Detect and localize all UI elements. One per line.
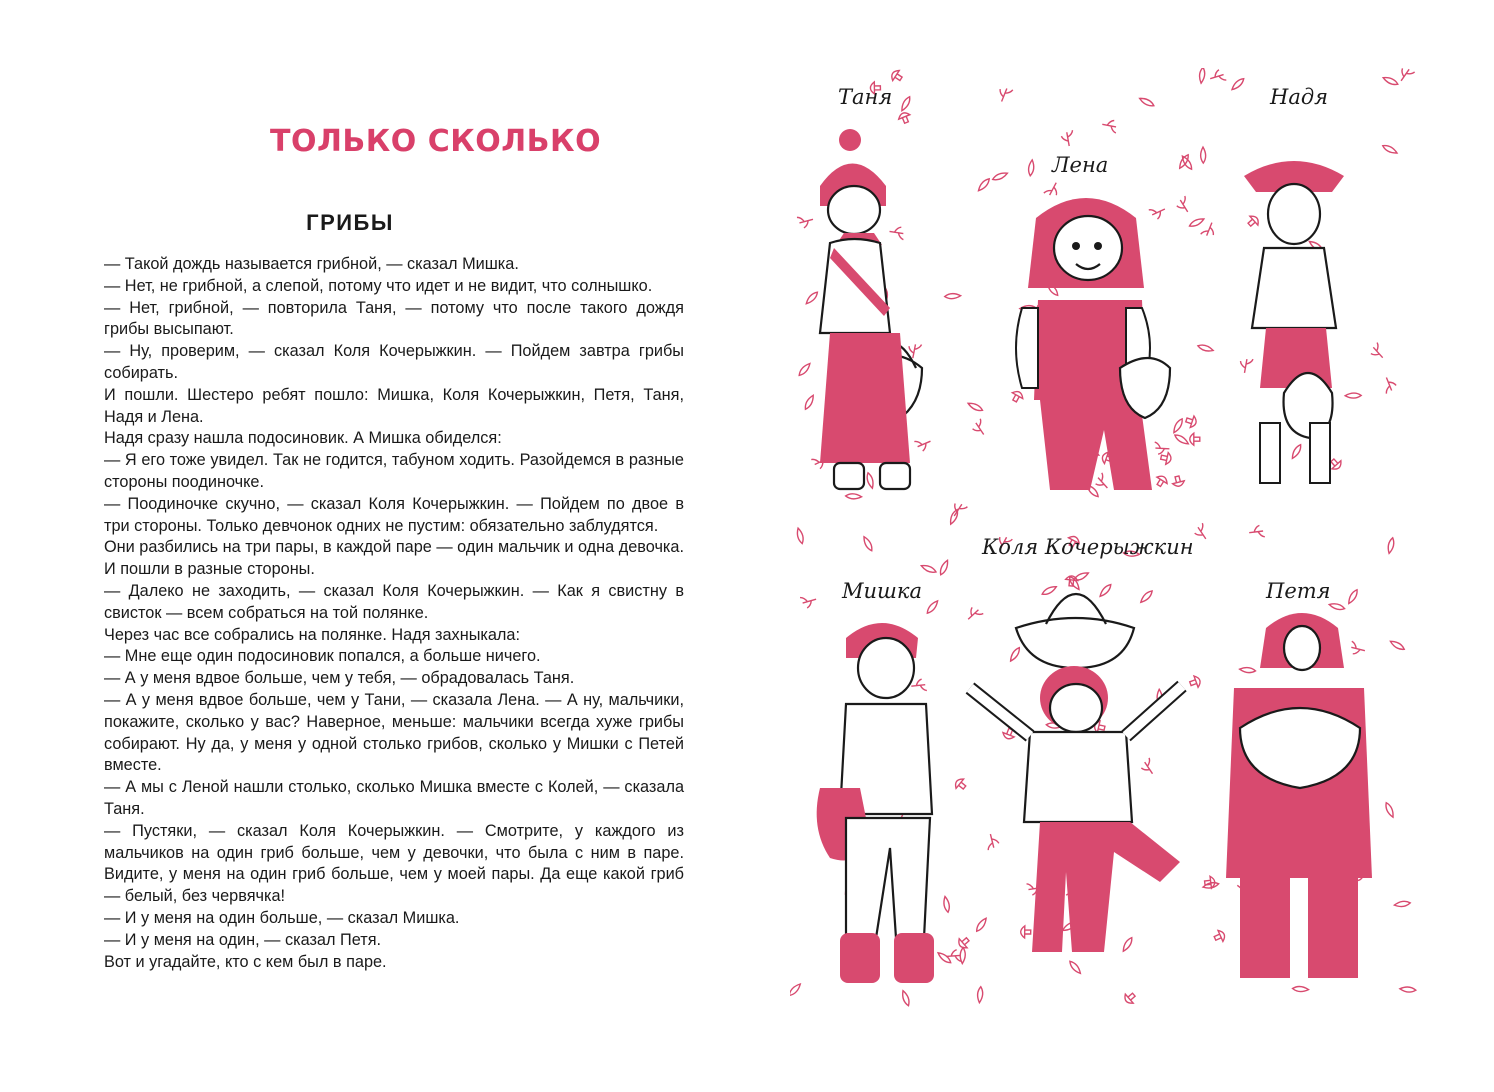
leaf-decoration	[1389, 639, 1405, 651]
paragraph: — И у меня на один больше, — сказал Мишка.	[104, 908, 460, 927]
mushroom-icon	[1171, 475, 1185, 488]
character-nadya	[1244, 161, 1344, 483]
leaf-decoration	[943, 896, 951, 913]
sprig-decoration	[996, 85, 1013, 103]
label-petya: Петя	[1266, 579, 1331, 603]
sprig-decoration	[911, 679, 927, 693]
leaf-decoration	[937, 951, 953, 965]
section-title: ТОЛЬКО СКОЛЬКО	[270, 124, 602, 159]
right-page-illustration	[790, 68, 1422, 1012]
label-kolya: Коля Кочерыжкин	[982, 535, 1194, 559]
sprig-decoration	[1154, 442, 1170, 455]
leaf-decoration	[803, 394, 815, 410]
leaf-decoration	[1009, 646, 1022, 662]
paragraph: — Нет, не грибной, а слепой, потому что идет и не видит, что солнышко.	[104, 276, 653, 295]
sprig-decoration	[1093, 473, 1112, 492]
sprig-decoration	[1061, 130, 1075, 147]
leaf-decoration	[1138, 96, 1155, 108]
sprig-decoration	[946, 949, 962, 962]
leaf-decoration	[1382, 144, 1399, 156]
leaf-decoration	[805, 290, 820, 305]
mushroom-icon	[1188, 675, 1202, 690]
mushroom-icon	[1160, 451, 1172, 465]
mushroom-icon	[953, 777, 968, 793]
sprig-decoration	[800, 593, 818, 609]
leaf-decoration	[1201, 147, 1206, 163]
label-nadya: Надя	[1270, 85, 1329, 109]
leaf-decoration	[797, 362, 811, 377]
sprig-decoration	[1201, 220, 1218, 238]
leaf-decoration	[790, 982, 802, 997]
paragraph: — Пустяки, — сказал Коля Кочерыжкин. — Смотрите, у каждого из мальчиков на один гриб больше, чем у девочки, что была с ним в паре. Видите, у меня на один гриб больше, чем у моей пары. Да еще какой гриб — белый, без червячка!	[104, 821, 684, 906]
mushroom-icon	[897, 111, 912, 125]
sprig-decoration	[1349, 641, 1366, 656]
leaf-decoration	[1292, 986, 1308, 992]
sprig-decoration	[1175, 196, 1193, 215]
sprig-decoration	[797, 214, 815, 229]
paragraph: — Мне еще один подосиновик попался, а больше ничего.	[104, 647, 541, 666]
sprig-decoration	[970, 419, 988, 438]
paragraph: Надя сразу нашла подосиновик. А Мишка обиделся:	[104, 429, 502, 448]
mushroom-icon	[889, 68, 904, 84]
sprig-decoration	[1101, 118, 1118, 133]
mushroom-icon	[956, 935, 971, 951]
leaf-decoration	[967, 401, 984, 413]
leaf-decoration	[948, 509, 959, 526]
paragraph: — А у меня вдвое больше, чем у тебя, — обрадовалась Таня.	[104, 669, 575, 688]
leaf-decoration	[1028, 160, 1035, 176]
paragraph: — Далеко не заходить, — сказал Коля Кочерыжкин. — Как я свистну в свисток — всем собраться на той полянке.	[104, 581, 684, 622]
leaf-decoration	[1121, 936, 1134, 952]
paragraph: Они разбились на три пары, в каждой паре — один мальчик и одна девочка. И пошли в разные стороны.	[104, 538, 684, 579]
leaf-decoration	[920, 563, 937, 574]
paragraph: — И у меня на один, — сказал Петя.	[104, 930, 382, 949]
paragraph: И пошли. Шестеро ребят пошло: Мишка, Коля Кочерыжкин, Петя, Таня, Надя и Лена.	[104, 385, 684, 426]
mushroom-icon	[1190, 433, 1200, 445]
leaf-decoration	[1400, 986, 1416, 992]
leaf-decoration	[1345, 393, 1361, 398]
leaf-decoration	[1347, 588, 1360, 604]
leaf-decoration	[1188, 217, 1205, 229]
sprig-decoration	[1192, 523, 1210, 542]
leaf-decoration	[1199, 68, 1206, 84]
sprig-decoration	[1248, 525, 1264, 539]
leaf-decoration	[845, 493, 861, 499]
paragraph: — Я его тоже увидел. Так не годится, табуном ходить. Разойдемся в разные стороны поодиночке.	[104, 451, 684, 491]
story-title: ГРИБЫ	[306, 210, 394, 235]
paragraph: — А мы с Леной нашли столько, сколько Мишка вместе с Колей, — сказала Таня.	[104, 778, 684, 818]
sprig-decoration	[964, 605, 983, 624]
leaf-decoration	[796, 527, 805, 544]
mushroom-icon	[1213, 929, 1227, 944]
leaf-decoration	[1384, 802, 1395, 819]
leaf-decoration	[1394, 900, 1411, 907]
sprig-decoration	[914, 436, 932, 453]
character-mishka	[817, 623, 934, 983]
leaf-decoration	[1230, 77, 1245, 92]
leaf-decoration	[1073, 571, 1090, 583]
sprig-decoration	[1208, 69, 1226, 85]
paragraph: — Ну, проверим, — сказал Коля Кочерыжкин. — Пойдем завтра грибы собирать.	[104, 342, 684, 382]
leaf-decoration	[1098, 583, 1112, 598]
leaf-decoration	[1172, 418, 1185, 434]
paragraph: — А у меня вдвое больше, чем у Тани, — сказала Лена. — А ну, мальчики, покажите, сколько у вас? Наверное, меньше: мальчики всегда хуже грибы собирают. Ну да, у меня у одной столько грибов, сколько у Мишки с Петей вместе.	[104, 690, 684, 775]
label-lena: Лена	[1052, 153, 1109, 177]
leaf-decoration	[900, 95, 912, 111]
sprig-decoration	[889, 225, 906, 239]
story-text	[104, 254, 684, 973]
characters-illustration	[790, 68, 1422, 1012]
leaf-decoration	[938, 559, 949, 576]
character-kolya	[970, 594, 1182, 952]
leaf-decoration	[866, 472, 875, 489]
mushroom-icon	[1009, 389, 1024, 404]
paragraph: Через час все собрались на полянке. Надя захныкала:	[104, 625, 521, 644]
paragraph: — Нет, грибной, — повторила Таня, — потому что после такого дождя грибы высыпают.	[104, 298, 684, 339]
leaf-decoration	[1290, 443, 1303, 459]
mushroom-icon	[1185, 414, 1198, 429]
mushroom-icon	[1245, 214, 1260, 230]
sprig-decoration	[1368, 343, 1387, 362]
sprig-decoration	[1149, 204, 1168, 221]
leaf-decoration	[1387, 537, 1395, 554]
leaf-decoration	[1382, 75, 1399, 86]
label-tanya: Таня	[838, 85, 893, 109]
character-tanya	[820, 129, 922, 489]
sprig-decoration	[1381, 375, 1398, 393]
sprig-decoration	[1139, 758, 1157, 777]
paragraph: — Поодиночке скучно, — сказал Коля Кочерыжкин. — Пойдем по двое в три стороны. Только девчонок одних не пустим: обязательно заблудятся.	[104, 494, 684, 535]
mushroom-icon	[1122, 990, 1137, 1006]
leaf-decoration	[1239, 667, 1255, 674]
leaf-decoration	[901, 990, 911, 1007]
label-mishka: Мишка	[842, 579, 922, 603]
sprig-decoration	[1396, 68, 1414, 84]
paragraph: — Такой дождь называется грибной, — сказал Мишка.	[104, 255, 519, 273]
leaf-decoration	[925, 599, 939, 614]
leaf-decoration	[1197, 343, 1214, 352]
leaf-decoration	[1068, 960, 1082, 975]
sprig-decoration	[1239, 357, 1253, 374]
sprig-decoration	[1044, 180, 1062, 199]
leaf-decoration	[1041, 584, 1057, 596]
leaf-decoration	[992, 171, 1009, 182]
leaf-decoration	[945, 293, 961, 299]
leaf-decoration	[1329, 602, 1346, 611]
leaf-decoration	[975, 917, 988, 933]
mushroom-icon	[1021, 926, 1031, 938]
paragraph: Вот и угадайте, кто с кем был в паре.	[104, 952, 387, 971]
sprig-decoration	[985, 833, 1000, 850]
leaf-decoration	[977, 177, 991, 192]
leaf-decoration	[977, 987, 983, 1003]
leaf-decoration	[1139, 589, 1154, 604]
mushroom-icon	[1154, 474, 1169, 489]
character-lena	[1016, 198, 1170, 490]
leaf-decoration	[1174, 433, 1190, 446]
leaf-decoration	[862, 535, 874, 551]
